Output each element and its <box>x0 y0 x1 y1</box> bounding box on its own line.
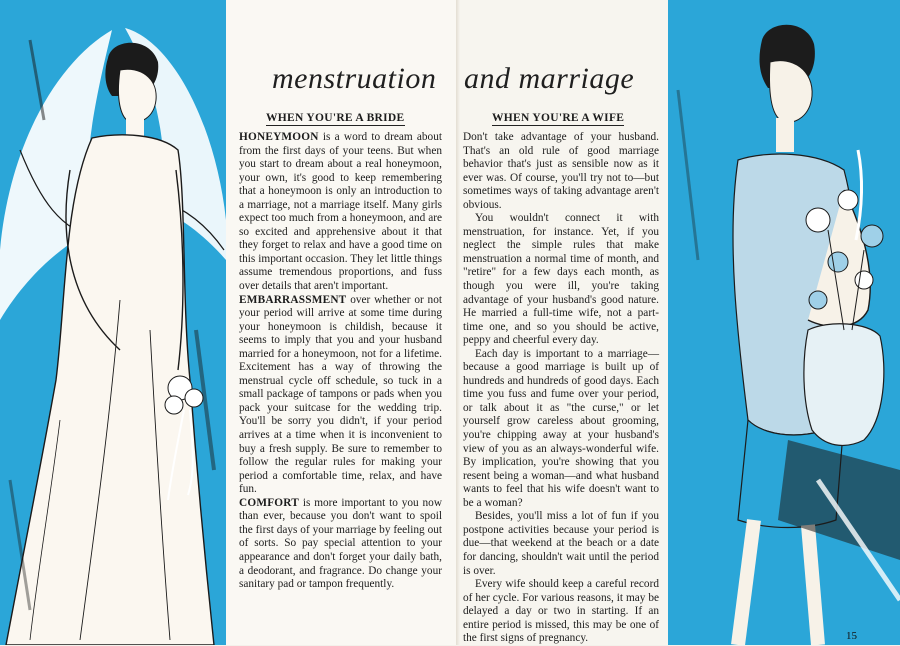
title-and-marriage: and marriage <box>464 62 635 95</box>
honeymoon-lead: HONEYMOON <box>239 131 319 143</box>
page-number: 15 <box>846 630 857 642</box>
wife-paragraph-2: You wouldn't connect it with menstruation, for instance. Yet, if you neglect the simple rules that make menstruation a normal time of month, and "retire" for a few days each month, as though you were ill, you're taking advantage of your husband's good nature. He married a full-time wife, not a part-time one, and so you should be active, peppy and cheerful every day. <box>463 212 659 347</box>
comfort-paragraph <box>239 497 442 592</box>
embarrassment-lead: EMBARRASSMENT <box>239 293 347 306</box>
wife-illustration <box>668 0 900 645</box>
page-gutter <box>456 0 460 645</box>
wife-illustration-panel <box>668 0 900 645</box>
section-heading-wife: WHEN YOU'RE A WIFE <box>492 112 625 124</box>
honeymoon-paragraph <box>239 131 442 294</box>
bride-illustration-panel <box>0 0 226 645</box>
honeymoon-text: is a word to dream about from the first days of your teens. But when you start to dream about a real honeymoon, your own, it's good to keep remembering that a honeymoon is only an introduction to a marriage, not a marriage itself. Many girls expect too much from a honeymoon, and are so excited and apprehensive about it that they forget to relax and have a good time on this important occasion. They let little things assume tremendous proportions, and fuss over details that aren't important. <box>239 131 442 293</box>
wife-paragraph-4: Besides, you'll miss a lot of fun if you postpone activities because your period is due—that weekend at the beach or a date for dancing, shouldn't wait until the period is over. <box>463 510 659 577</box>
wife-paragraph-1: Don't take advantage of your husband. That's an old rule of good marriage behavior that's just as sensible now as it ever was. Of course, you'll try not to—but sometimes ways of taking advantage aren't obvious. <box>463 131 659 211</box>
wife-paragraph-3: Each day is important to a marriage—because a good marriage is built up of hundreds and hundreds of good days. Each time you fuss and fume over your period, or talk about it as "the curse," or let yourself grow careless about grooming, you're chipping away at your husband's view of you as an always-wonderful wife. By implication, you're showing that you resent being a woman—and what husband wants to feel that his wife doesn't want to be a woman? <box>463 347 659 509</box>
section-heading-bride: WHEN YOU'RE A BRIDE <box>266 112 405 124</box>
wife-paragraph-5: Every wife should keep a careful record of her cycle. For various reasons, it may be delayed a day or two in starting. If an entire period is missed, this may be one of the first signs of pregnancy. <box>463 578 659 645</box>
comfort-lead: COMFORT <box>239 496 299 509</box>
title-menstruation: menstruation <box>272 62 437 95</box>
bride-illustration <box>0 0 226 645</box>
wife-text-column <box>463 131 659 646</box>
embarrassment-text: over whether or not your period will arrive at some time during your honeymoon is childish, because it seems to imply that you and your husband married for a honeymoon, not for a lifetime. Excitement has a way of throwing the menstrual cycle off schedule, so tuck in a small package of tampons or pads when you pack your suitcase for the wedding trip. You'll be sorry you didn't, if your period arrives at a time when it is inconvenient to buy a fresh supply. Be sure to remember to follow the regular rules for making your period a comfortable time, relax, and have fun. <box>239 293 442 496</box>
embarrassment-paragraph <box>239 294 442 497</box>
comfort-text: is more important to you now than ever, because you don't want to spoil the first days of your marriage by feeling out of sorts. So pay special attention to your appearance and don't forget your daily bath, a deodorant, and fragrance. Do change your sanitary pad or tampon frequently. <box>239 496 442 591</box>
bride-text-column <box>239 131 442 592</box>
